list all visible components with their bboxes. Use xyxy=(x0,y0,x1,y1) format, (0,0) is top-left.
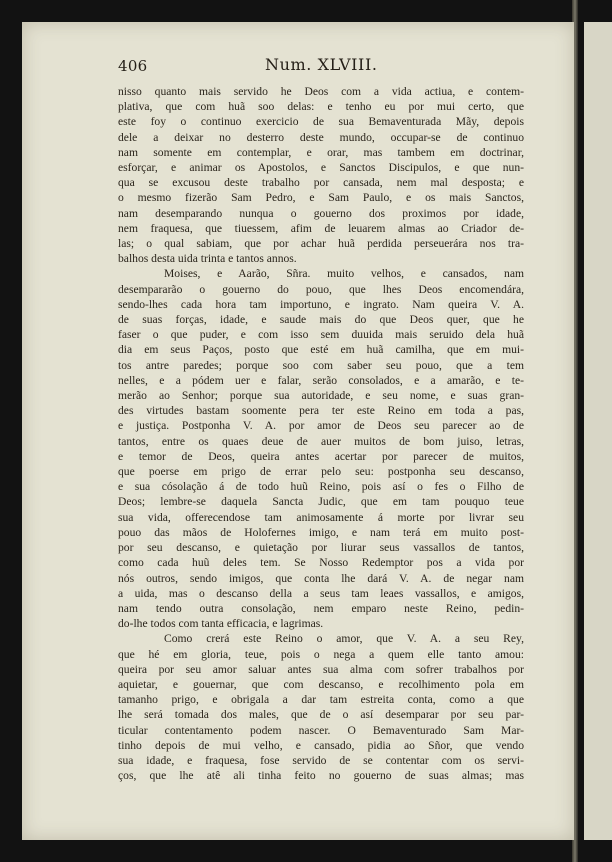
text-line: tos antre paredes; porque soo com saber seu pouo, que a tem xyxy=(118,358,524,372)
body-text xyxy=(118,84,524,783)
text-line: esforçar, e animar os Apostolos, e Sanctos Discipulos, e que nun- xyxy=(118,161,524,175)
text-line: nam somente em contemplar, e orar, mas tambem em doctrinar, xyxy=(118,145,524,159)
text-line: queira por seu amor saluar antes sua alma com sofrer trabalhos por xyxy=(118,662,524,676)
text-line: o mesmo fizerão Sam Pedro, e Sam Paulo, e os mais Sanctos, xyxy=(118,191,524,205)
text-line: merão ao Senhor; porque sua autoridade, e seu nome, e suas gran- xyxy=(118,389,524,403)
text-line: este foy o continuo exercicio de sua Bemaventurada Mãy, depois xyxy=(118,115,524,129)
text-line: plativa, que com huã soo delas: e tenho eu por mui certo, que xyxy=(118,100,524,114)
text-line: sua idade, e fraquesa, fose servido de se contentar com os servi- xyxy=(118,753,524,767)
text-line: sendo-lhes cada hora tam importuno, e ingrato. Nam queira V. A. xyxy=(118,297,524,311)
text-line: tamanho prigo, e obrigala a dar tam estreita conta, como a que xyxy=(118,693,524,707)
text-line: por seu descanso, e quietação por liurar seus vassallos de tantos, xyxy=(118,541,524,555)
text-line: ços, que lhe atê ali tinha feito no gouerno de suas almas; mas xyxy=(118,769,524,783)
text-line: de suas forças, idade, e saude mais do que Deos quer, que he xyxy=(118,313,524,327)
facing-page-edge xyxy=(584,22,612,840)
text-line: nelles, e a pódem uer e falar, serão consolados, e a amarão, e te- xyxy=(118,373,524,387)
paragraph-first-line: Moises, e Aarão, Sñra. muito velhos, e cansados, nam xyxy=(164,267,524,281)
text-line: nem fraquesa, que tiuessem, afim de leuarem almas ao Criador de- xyxy=(118,221,524,235)
text-line: Deos; lembre-se daquela Sancta Judic, que em tam pouquo teue xyxy=(118,495,524,509)
text-line: pouo das mãos de Holofernes imigo, e nam terá em muito post- xyxy=(118,525,524,539)
text-line: balhos desta uida trinta e tantos annos. xyxy=(118,252,297,266)
text-line: que poerse em prigo de errar pelo seu: postponha seu descanso, xyxy=(118,465,524,479)
text-line: tantos, entre os quaes deue de auer muitos de bom juiso, letras, xyxy=(118,434,524,448)
text-line: tinho depois de mui velho, e cansado, pidia ao Sñor, que vendo xyxy=(118,738,524,752)
text-line: sua vida, offerecendose tam animosamente á morte por livrar seu xyxy=(118,510,524,524)
text-line: e temor de Deos, queira antes acertar por parecer de muitos, xyxy=(118,449,524,463)
paragraph-first-line: Como crerá este Reino o amor, que V. A. a seu Rey, xyxy=(164,632,524,646)
text-line: nós outros, sendo imigos, que conta lhe dará V. A. de negar nam xyxy=(118,571,524,585)
text-line: e sua cósolação á de todo huũ Reino, pois así o fes o Filho de xyxy=(118,480,524,494)
text-line: ticular contentamento podem nascer. O Bemaventurado Sam Mar- xyxy=(118,723,524,737)
text-line: lhe será tomada dos males, que de o así desemparar por seu par- xyxy=(118,708,524,722)
text-line: dele a deixar no desterro deste mundo, occupar-se de continuo xyxy=(118,130,524,144)
text-line: aquietar, e gouernar, que com descanso, e recolhimento pola em xyxy=(118,677,524,691)
text-line: como cada huũ deles tem. Se Nosso Redemptor pos a vida por xyxy=(118,556,524,570)
text-line: qua se excusou deste trabalho por cansada, nem mal desposta; e xyxy=(118,176,524,190)
text-line: nisso quanto mais servido he Deos com a vida actiua, e contem- xyxy=(118,85,524,98)
text-line: nam tendo outra consolação, nem emparo neste Reino, pedin- xyxy=(118,601,524,615)
text-line: dia em seus Paços, posto que esté em huã camilha, que em mui- xyxy=(118,343,524,357)
text-line: que hé em gloria, teue, pois o nega a quem elle tanto amou: xyxy=(118,647,524,661)
text-line: e justiça. Postponha V. A. por amor de Deos seu parecer ao de xyxy=(118,419,524,433)
text-line: faser o que puder, e com isso sem duuida mais seruido dela huã xyxy=(118,328,524,342)
text-line: nam desemparando nunqua o gouerno dos proximos por idade, xyxy=(118,206,524,220)
text-line: des virtudes bastam soomente pera ter este Reino em toda a pas, xyxy=(118,404,524,418)
running-head: Num. XLVIII. xyxy=(265,55,378,74)
text-line: las; o qual sabiam, que por achar huã perdida perseuerára nos tra- xyxy=(118,237,524,251)
text-line: a uida, mas o descanso della a seus tam leaes vassallos, e amigos, xyxy=(118,586,524,600)
text-line: do-lhe todos com tanta efficacia, e lagrimas. xyxy=(118,617,324,631)
text-line: desempararão o gouerno do pouo, que lhes Deos encomendára, xyxy=(118,282,524,296)
page-number: 406 xyxy=(118,57,148,75)
